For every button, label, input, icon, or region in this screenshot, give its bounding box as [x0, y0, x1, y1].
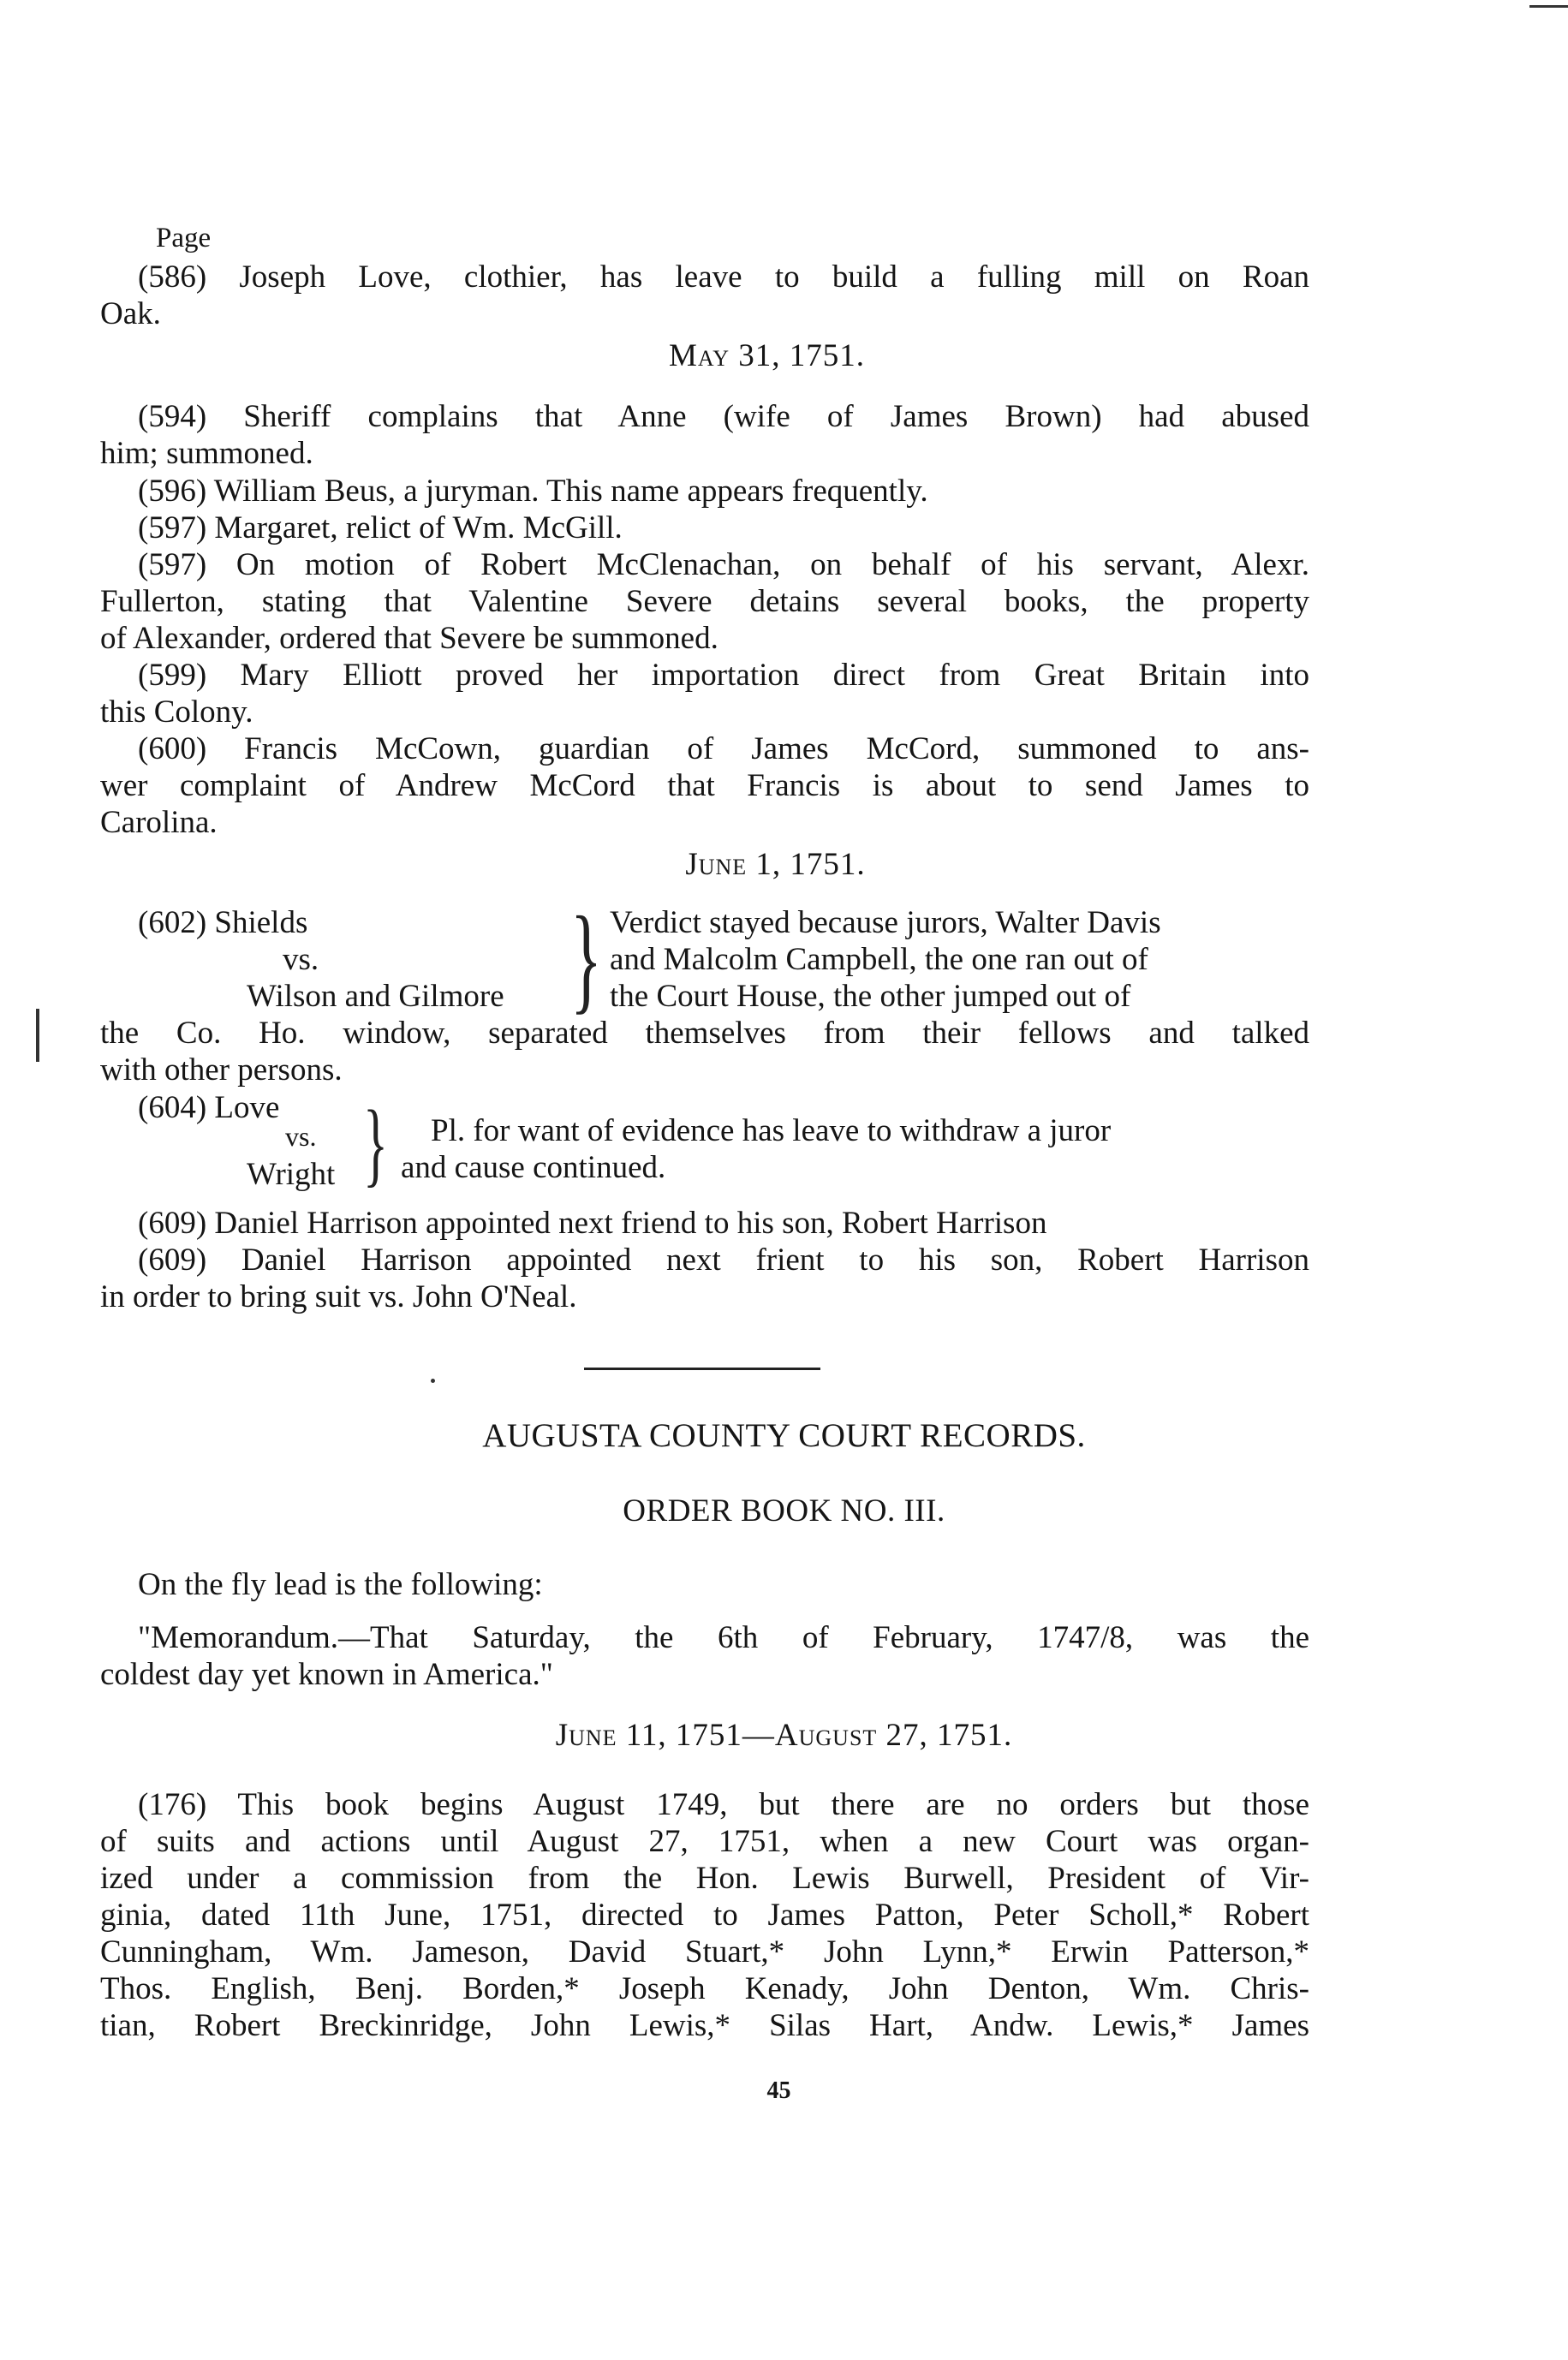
case-604-text-line-2: and cause continued.	[401, 1150, 666, 1185]
case-602-verdict-line-3: the Court House, the other jumped out of	[610, 979, 1131, 1014]
entry-597-b-line-2: Fullerton, stating that Valentine Severe detains several books, the property	[100, 584, 1309, 619]
entry-609-b-line-1: (609) Daniel Harrison appointed next frient to his son, Robert Harrison	[138, 1243, 1309, 1278]
case-602-verdict-line-2: and Malcolm Campbell, the one ran out of	[610, 942, 1148, 977]
entry-594-line-1: (594) Sheriff complains that Anne (wife of James Brown) had abused	[138, 399, 1309, 434]
case-604-text-line-1: Pl. for want of evidence has leave to withdraw a juror	[431, 1113, 1112, 1148]
entry-176-line-3: ized under a commission from the Hon. Lewis Burwell, President of Vir-	[100, 1861, 1309, 1896]
entry-599-line-2: this Colony.	[100, 694, 253, 730]
entry-176	[100, 1786, 1309, 2044]
case-604-defendant: Wright	[247, 1157, 336, 1192]
entry-586-line-1: (586) Joseph Love, clothier, has leave to build a fulling mill on Roan	[138, 259, 1309, 295]
entry-176-line-2: of suits and actions until August 27, 1751, when a new Court was organ-	[100, 1824, 1309, 1859]
date-heading-june-august-1751: June 11, 1751—August 27, 1751.	[555, 1718, 1013, 1753]
memorandum-line-2: coldest day yet known in America."	[100, 1657, 553, 1692]
case-602-continuation	[100, 1015, 1309, 1088]
entry-176-line-6: Thos. English, Benj. Borden,* Joseph Kenady, John Denton, Wm. Chris-	[100, 1971, 1309, 2006]
brace-602: }	[570, 892, 602, 1025]
scan-artifact-left-margin	[36, 1009, 39, 1062]
date-heading-june-1-1751: June 1, 1751.	[685, 847, 866, 882]
entry-599	[100, 657, 1309, 730]
entry-599-line-1: (599) Mary Elliott proved her importation direct from Great Britain into	[138, 658, 1309, 693]
entry-600-line-3: Carolina.	[100, 805, 218, 840]
entry-594-line-2: him; summoned.	[100, 436, 313, 471]
date-heading-may-31-1751: May 31, 1751.	[668, 338, 866, 373]
entry-176-line-1: (176) This book begins August 1749, but there are no orders but those	[138, 1787, 1309, 1822]
entry-594	[100, 398, 1309, 472]
entry-600	[100, 730, 1309, 841]
section-title: AUGUSTA COUNTY COURT RECORDS.	[482, 1417, 1086, 1454]
section-subtitle: ORDER BOOK NO. III.	[623, 1493, 945, 1529]
case-602-plaintiff: (602) Shields	[138, 905, 308, 940]
entry-176-line-7: tian, Robert Breckinridge, John Lewis,* Silas Hart, Andw. Lewis,* James	[100, 2008, 1309, 2043]
case-602-defendants: Wilson and Gilmore	[247, 979, 504, 1014]
entry-176-line-4: ginia, dated 11th June, 1751, directed to James Patton, Peter Scholl,* Robert	[100, 1898, 1309, 1933]
case-604-plaintiff: (604) Love	[138, 1090, 280, 1125]
case-602-continuation-line-2: with other persons.	[100, 1052, 343, 1088]
entry-597-b	[100, 546, 1309, 657]
entry-176-line-5: Cunningham, Wm. Jameson, David Stuart,* John Lynn,* Erwin Patterson,*	[100, 1934, 1309, 1970]
scan-artifact-top-right	[1529, 5, 1568, 8]
entry-600-line-2: wer complaint of Andrew McCord that Francis is about to send James to	[100, 768, 1309, 803]
case-602-verdict-line-1: Verdict stayed because jurors, Walter Davis	[610, 905, 1161, 940]
case-604-versus: vs.	[285, 1121, 317, 1152]
entry-586-line-2: Oak.	[100, 296, 161, 331]
entry-609-b	[100, 1242, 1309, 1315]
entry-597-b-line-1: (597) On motion of Robert McClenachan, on behalf of his servant, Alexr.	[138, 547, 1309, 582]
memorandum-line-1: "Memorandum.—That Saturday, the 6th of February, 1747/8, was the	[138, 1620, 1309, 1655]
case-602-continuation-line-1: the Co. Ho. window, separated themselves from their fellows and talked	[100, 1016, 1309, 1051]
page-number: 45	[766, 2077, 791, 2104]
entry-597-b-line-3: of Alexander, ordered that Severe be summoned.	[100, 621, 718, 656]
entry-600-line-1: (600) Francis McCown, guardian of James McCord, summoned to ans-	[138, 731, 1309, 766]
entry-586	[100, 259, 1309, 332]
entry-609-a: (609) Daniel Harrison appointed next friend to his son, Robert Harrison	[138, 1206, 1047, 1241]
fly-lead-intro: On the fly lead is the following:	[138, 1567, 543, 1602]
brace-604: }	[363, 1091, 389, 1195]
memorandum-quote	[100, 1619, 1309, 1693]
entry-609-b-line-2: in order to bring suit vs. John O'Neal.	[100, 1279, 577, 1314]
entry-596: (596) William Beus, a juryman. This name appears frequently.	[138, 474, 928, 509]
scan-dot	[431, 1379, 435, 1383]
entry-597-a: (597) Margaret, relict of Wm. McGill.	[138, 510, 623, 545]
section-divider	[584, 1368, 820, 1370]
case-602-versus: vs.	[283, 942, 319, 977]
page-label: Page	[156, 223, 212, 253]
